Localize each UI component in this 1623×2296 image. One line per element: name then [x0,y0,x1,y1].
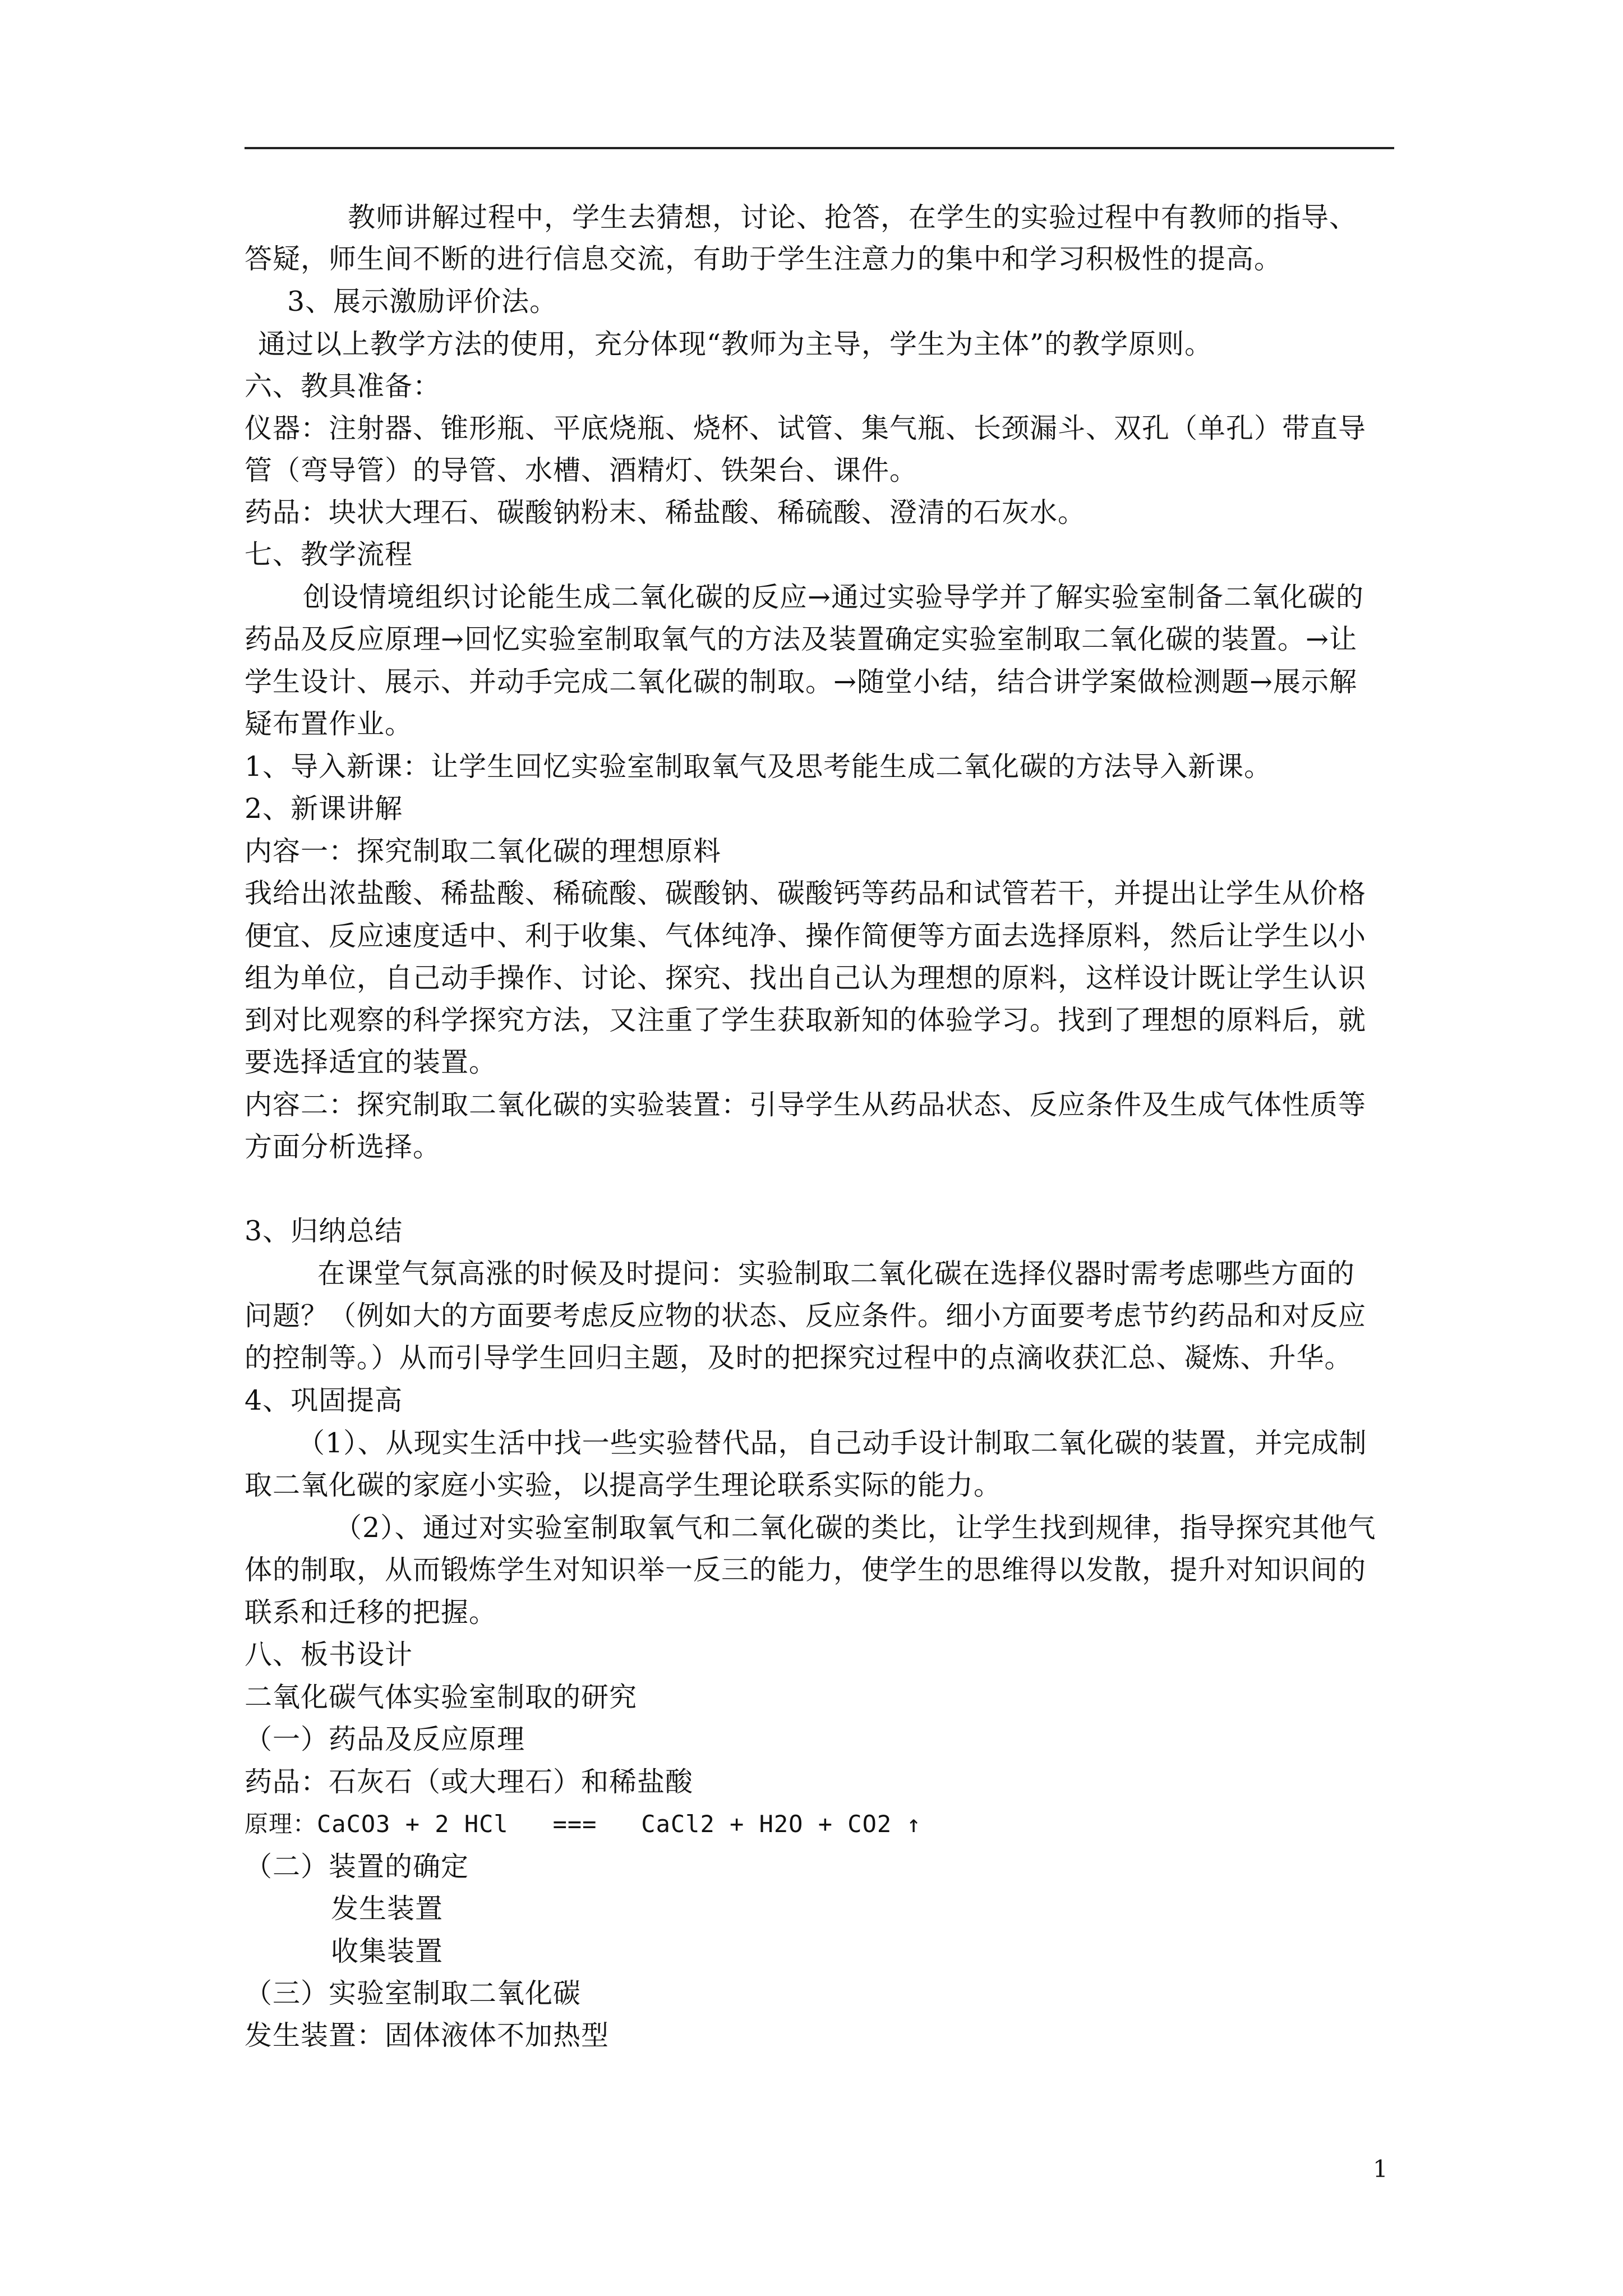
text-line: 教师讲解过程中，学生去猜想，讨论、抢答，在学生的实验过程中有教师的指导、 [348,201,1358,233]
text-line: （二）装置的确定 [245,1851,469,1883]
text-line: 发生装置 [331,1893,444,1925]
text-line: 体的制取，从而锻炼学生对知识举一反三的能力，使学生的思维得以发散，提升对知识间的 [245,1554,1367,1586]
section-heading: 六、教具准备： [245,370,441,402]
text-line: 组为单位，自己动手操作、讨论、探究、找出自己认为理想的原料，这样设计既让学生认识 [245,962,1367,994]
text-line: 1、导入新课：让学生回忆实验室制取氧气及思考能生成二氧化碳的方法导入新课。 [245,751,1272,783]
text-line: （2）、通过对实验室制取氧气和二氧化碳的类比，让学生找到规律，指导探究其他气 [334,1512,1376,1544]
text-line: （三）实验室制取二氧化碳 [245,1977,582,2009]
text-line: 二氧化碳气体实验室制取的研究 [245,1681,638,1713]
text-line: 发生装置：固体液体不加热型 [245,2019,610,2051]
text-line: 药品及反应原理→回忆实验室制取氧气的方法及装置确定实验室制取二氧化碳的装置。→让 [245,623,1358,655]
text-line: 在课堂气氛高涨的时候及时提问：实验制取二氧化碳在选择仪器时需考虑哪些方面的 [317,1258,1355,1290]
text-line: 学生设计、展示、并动手完成二氧化碳的制取。→随堂小结，结合讲学案做检测题→展示解 [245,666,1358,698]
section-heading: 4、巩固提高 [245,1384,403,1416]
page-number: 1 [1373,2155,1388,2183]
text-line: 管（弯导管）的导管、水槽、酒精灯、铁架台、课件。 [245,454,918,486]
text-line: 3、展示激励评价法。 [287,286,558,318]
text-line: 2、新课讲解 [245,793,403,825]
text-line: 到对比观察的科学探究方法，又注重了学生获取新知的体验学习。找到了理想的原料后，就 [245,1004,1367,1036]
section-heading: 八、板书设计 [245,1639,413,1671]
text-line: （1）、从现实生活中找一些实验替代品，自己动手设计制取二氧化碳的装置，并完成制 [297,1427,1367,1459]
text-line: 通过以上教学方法的使用，充分体现“教师为主导，学生为主体”的教学原则。 [258,328,1213,360]
text-line: 药品：石灰石（或大理石）和稀盐酸 [245,1766,694,1798]
text-line: 内容二：探究制取二氧化碳的实验装置：引导学生从药品状态、反应条件及生成气体性质等 [245,1089,1367,1121]
equation-line: 原理：CaCO3 + 2 HCl === CaCl2 + H2O + CO2 ↑ [245,1810,921,1838]
text-line: 的控制等。）从而引导学生回归主题，及时的把探究过程中的点滴收获汇总、凝炼、升华。 [245,1342,1353,1374]
text-line: 创设情境组织讨论能生成二氧化碳的反应→通过实验导学并了解实验室制备二氧化碳的 [303,581,1364,613]
header-rule [245,147,1394,149]
text-line: 收集装置 [331,1935,444,1967]
text-line: 便宜、反应速度适中、利于收集、气体纯净、操作简便等方面去选择原料，然后让学生以小 [245,920,1367,952]
section-heading: 3、归纳总结 [245,1215,403,1247]
text-line: 我给出浓盐酸、稀盐酸、稀硫酸、碳酸钠、碳酸钙等药品和试管若干，并提出让学生从价格 [245,877,1367,909]
text-line: 取二氧化碳的家庭小实验，以提高学生理论联系实际的能力。 [245,1469,1002,1501]
section-heading: 七、教学流程 [245,539,413,570]
text-line: 要选择适宜的装置。 [245,1046,497,1078]
text-line: 答疑，师生间不断的进行信息交流，有助于学生注意力的集中和学习积极性的提高。 [245,243,1283,275]
text-line: 方面分析选择。 [245,1131,441,1163]
text-line: 内容一：探究制取二氧化碳的理想原料 [245,835,722,867]
text-line: 药品：块状大理石、碳酸钠粉末、稀盐酸、稀硫酸、澄清的石灰水。 [245,496,1086,528]
text-line: 问题？（例如大的方面要考虑反应物的状态、反应条件。细小方面要考虑节约药品和对反应 [245,1300,1367,1332]
text-line: （一）药品及反应原理 [245,1723,525,1755]
text-line: 联系和迁移的把握。 [245,1596,497,1628]
text-line: 疑布置作业。 [245,708,413,740]
text-line: 仪器：注射器、锥形瓶、平底烧瓶、烧杯、试管、集气瓶、长颈漏斗、双孔（单孔）带直导 [245,412,1367,444]
